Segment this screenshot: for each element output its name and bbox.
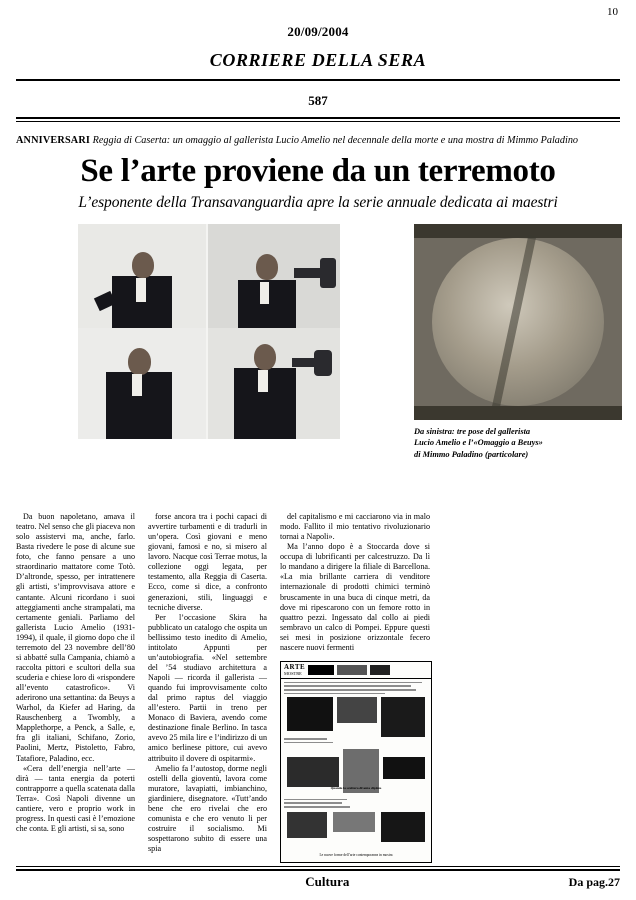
photo-group-amelio xyxy=(78,224,340,439)
paragraph: del capitalismo e mi cacciarono via in malo modo. Fallito il mio tentativo rivoluzionario tornai a Napoli». xyxy=(280,512,430,542)
clipping-body xyxy=(281,679,431,749)
page-number: 10 xyxy=(607,6,618,18)
clipping-header xyxy=(281,662,431,679)
clipping-caption: Le nuove forme dell’arte contemporanea in mostra xyxy=(319,853,393,858)
masthead-rule-top xyxy=(16,79,620,81)
paragraph: «Cera dell’energia nell’arte — dirà — tanta energia da poterti contrapporre a quella scatenata dalla Terra». Così Napoli divenne un cantiere, vero e proprio work in progress. In questi casi è l’emozione che conta. E gli artisti, si sa, sono xyxy=(16,763,135,833)
photo-caption-line-3: di Mimmo Paladino (particolare) xyxy=(414,449,529,459)
article-kicker xyxy=(16,135,620,148)
clipping-logo: ARTE xyxy=(284,663,306,672)
paper-title: CORRIERE DELLA SERA xyxy=(209,50,427,70)
masthead xyxy=(16,0,620,109)
photo-block xyxy=(16,224,620,472)
paragraph: Ma l’anno dopo è a Stoccarda dove si occupa di lubrificanti per calcestruzzo. Da lì lo mandano a dirigere la filiale di Barcellona. «La mia brillante carriera di venditore internazionale di prodotti chimici terminò bruscamente in una buca di cinque metri, da dove mi ripescarono con un femore rotto in quattro pezzi. Ingessato dal collo ai piedi sembravo un calco di Pompei. Eppure questi sei mesi in posizione orizzontale fecero nascere nuovi fermenti xyxy=(280,542,430,652)
photo-caption xyxy=(414,426,626,459)
clipping-logo-sub: MOSTRE xyxy=(284,671,302,677)
issue-number: 587 xyxy=(308,93,328,108)
article-column-2 xyxy=(148,512,267,860)
clipping-thumbnail xyxy=(280,661,432,863)
photo-amelio-3 xyxy=(78,328,206,439)
clipping-mid-text: Quando la scultura diventa dipinto xyxy=(330,785,382,790)
footer-page-ref: Da pag.27 xyxy=(568,875,620,889)
footer-section-name: Cultura xyxy=(305,874,350,889)
masthead-rule-bottom-thin xyxy=(16,121,620,122)
paragraph: Da buon napoletano, amava il teatro. Nel senso che gli piaceva non solo assistervi ma, anche, farlo. Basta rivedere le pose di alcune sue foto, che fanno pensare a uno straordinario mattatore come Totò. D’altronde, spesso, per intrattenere gli artisti, s’improvvisava attore e cantante. Alcuni ricordano i suoi atteggiamenti anche strampalati, ma certamente geniali. Parliamo del gallerista Lucio Amelio (1931-1994), il quale, il giorno dopo che il terremoto del 23 novembre dell’80 si abbatté sulla Campania, chiamò a raccolta pittori e scultori della sua scuderia e chiese loro di «rispondere all’evento catastrofico». Vi aderirono una settantina: da Beuys a Warhol, da Kiefer ad Haring, da Rauschenberg a Twombly, a Mapplethorpe, a Penck, a Sallе, e, fra gli italiani, Schifano, Zorio, Paolini, Mertz, Pistoletto, Fabro, Tatafiore, Paladino, ecc. xyxy=(16,512,135,763)
photo-amelio-4 xyxy=(208,328,340,439)
publication-date: 20/09/2004 xyxy=(287,24,349,39)
photo-caption-line-2: Lucio Amelio e l’«Omaggio a Beuys» xyxy=(414,438,543,448)
photo-paladino-omaggio xyxy=(414,224,622,420)
photo-bar-top xyxy=(414,224,622,238)
photo-caption-line-1: Da sinistra: tre pose del gallerista xyxy=(414,427,531,437)
footer-rule-thick xyxy=(16,869,620,871)
kicker-text: Reggia di Caserta: un omaggio al gallerista Lucio Amelio nel decennale della morte e una mostra di Mimmo Paladino xyxy=(92,135,579,146)
article-subhead: L’esponente della Transavanguardia apre la serie annuale dedicata ai maestri xyxy=(78,194,558,212)
article-column-3 xyxy=(280,512,430,860)
clipping-lower-body xyxy=(281,796,431,813)
paragraph: Per l’occasione Skira ha pubblicato un catalogo che ospita un bellissimo testo inedito di Amelio, intitolato Appunti per un’autobiografia. «Nel settembre del ’54 studiavo architettura a Napoli — ricorda il gallerista — quando fui improvvisamente colto dal primo raptus del viaggio all’estero. Partii in treno per Monaco di Baviera, avendo come destinazione finale Berlino. In tasca avevo 25 mila lire e l’indirizzo di un amico berlinese pittore, cui avevo attribuito il dovere di ospitarmi». xyxy=(148,612,267,763)
paragraph: forse ancora tra i pochi capaci di avvertire turbamenti e di tradurli in un’opera. Così giovani e meno giovani, famosi e no, si misero al lavoro. Nacque così Terrae motus, la collezione oggi legata, per testamento, alla Reggia di Caserta. Ecco, come si dice, a confronto generazioni, stili, linguaggi e tecniche diverse. xyxy=(148,512,267,612)
paragraph: Amelio fa l’autostop, dorme negli ostelli della gioventù, lavora come muratore, lavapiatti, imbianchino, giardiniere, disegnatore. «Tutt’ando bene che ero rivelai che ero comunista e che ero venuto li per costruire il socialismo. Mi sospettarono subito di essere una spia xyxy=(148,763,267,854)
photo-bar-bottom xyxy=(414,406,622,420)
kicker-label: ANNIVERSARI xyxy=(16,135,91,146)
page-title: Se l’arte proviene da un terremoto xyxy=(80,152,556,189)
article-column-1 xyxy=(16,512,135,860)
footer-rule-thin xyxy=(16,866,620,867)
masthead-rule-bottom xyxy=(16,117,620,119)
footer xyxy=(16,874,620,890)
article-body xyxy=(16,512,620,860)
